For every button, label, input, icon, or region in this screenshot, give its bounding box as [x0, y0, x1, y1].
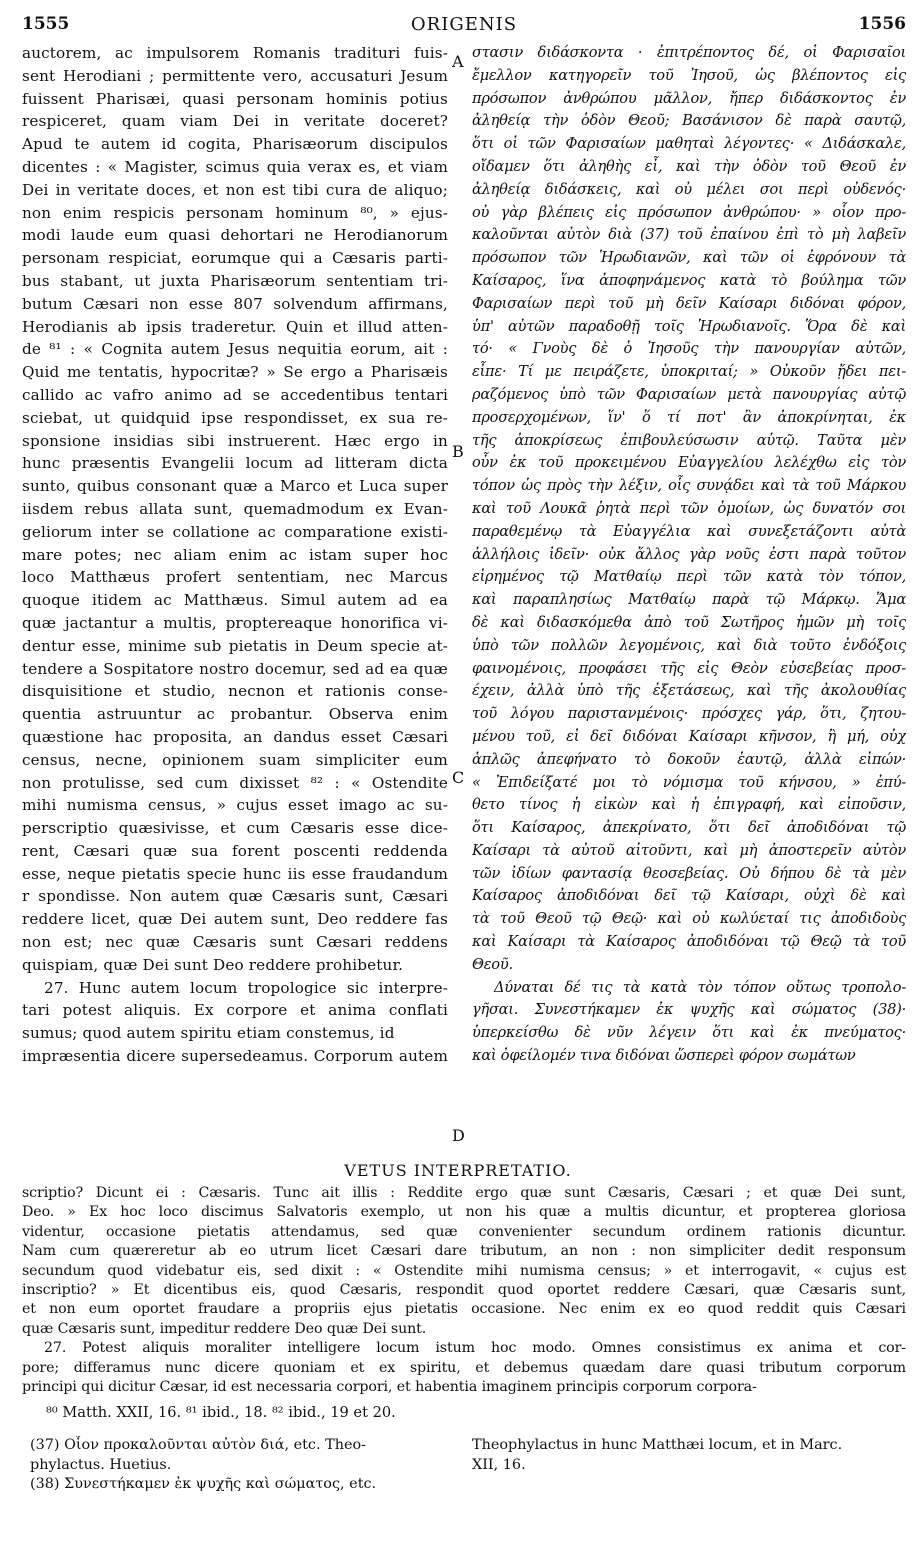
greek-line: προσερχομένων, ἵν' ὅ τί ποτ' ἂν ἀποκρίνηται, ἐκ: [472, 408, 906, 426]
greek-line: γῆσαι. Συνεστήκαμεν ἐκ ψυχῆς καὶ σώματος (38)·: [472, 1001, 906, 1019]
latin-line: sponsione insidias sibi instruerent. Hæc ergo in: [22, 431, 448, 450]
latin-line: auctorem, ac impulsorem Romanis tradituri fuis-: [22, 44, 448, 62]
greek-line: ἀληθείᾳ διδάσκεις, καὶ οὐ μέλει σοι περὶ οὐδενός·: [472, 180, 906, 198]
greek-line: καὶ τοῦ Λουκᾶ ῥητὰ περὶ τῶν ὁμοίων, ὡς δυνατόν σοι: [472, 499, 906, 517]
greek-line: φαινομένοις, προφάσει τῆς εἰς Θεὸν εὐσεβείας προσ-: [472, 659, 906, 677]
latin-line: 27. Hunc autem locum tropologice sic interpre-: [44, 978, 448, 997]
greek-column: [472, 42, 906, 1154]
footnotes-left: [30, 1436, 454, 1495]
footnote-line: phylactus. Huetius.: [30, 1456, 172, 1473]
latin-line: non enim respicis personam hominum ⁸⁰, » ejus-: [22, 203, 448, 222]
latin-line: tendere a Sospitatore nostro docemur, sed ad ea quæ: [22, 659, 448, 678]
footnotes-right: [472, 1436, 906, 1475]
greek-line: Θεοῦ.: [472, 955, 513, 973]
left-column-number: 1555: [22, 14, 70, 34]
latin-line: quispiam, quæ Dei sunt Deo reddere prohibetur.: [22, 955, 404, 974]
latin-line: r spondisse. Non autem quæ Cæsaris sunt, Cæsari: [22, 887, 448, 906]
latin-line: hunc præsentis Evangelii locum ad litteram dicta: [22, 454, 448, 473]
margin-marker-a: A: [452, 52, 464, 71]
page-header: [22, 14, 906, 40]
greek-line: Καίσαρος ἀποδιδόναι δεῖ τῷ Καίσαρι, οὐχὶ δὲ καὶ: [472, 887, 906, 905]
greek-line: πρόσωπον τῶν Ἡρωδιανῶν, καὶ τῶν οἱ ἐφρόνουν τὰ: [472, 249, 906, 267]
latin-line: rent, Cæsari quæ sua forent poscenti reddenda: [22, 841, 448, 860]
greek-line: εἶπε· Τί με πειράζετε, ὑποκριταί; » Οὐκοῦν ᾔδει πει-: [472, 363, 906, 381]
greek-line: « Ἐπιδείξατέ μοι τὸ νόμισμα τοῦ κήνσου, » ἐπύ-: [472, 773, 906, 791]
latin-line: Herodianis ab ipsis traderetur. Quin et illud atten-: [22, 317, 448, 336]
latin-line: sciebat, ut quidquid ipse respondisset, ex sua re-: [22, 408, 448, 427]
latin-line: non protulisse, sed cum dixisset ⁸² : « Ostendite: [22, 773, 448, 792]
running-title: ORIGENIS: [410, 14, 518, 35]
footnote-line: XII, 16.: [472, 1456, 526, 1473]
vetus-line: inscriptio? » Et dicentibus eis, quod Cæsaris, respondit quod oportet reddere Cæsari, quæ Cæsaris sunt,: [22, 1281, 906, 1298]
latin-line: sunto, quibus consonant quæ a Marco et Luca super: [22, 477, 448, 496]
latin-line: butum Cæsari non esse 807 solvendum affirmans,: [22, 294, 448, 313]
greek-line: Δύναται δέ τις τὰ κατὰ τὸν τόπον οὕτως τροπολο-: [494, 978, 906, 996]
latin-line: callido ac vafro animo ad se accedentibus tentari: [22, 385, 448, 404]
latin-line: fuissent Pharisæi, quasi personam hominis potius: [22, 89, 448, 108]
latin-line: de ⁸¹ : « Cognita autem Jesus nequitia eorum, ait :: [22, 340, 448, 359]
latin-line: Quid me tentatis, hypocritæ? » Se ergo a Pharisæis: [22, 363, 448, 382]
latin-line: census, necne, opinionem suam simpliciter eum: [22, 750, 448, 769]
greek-line: οὐ γὰρ βλέπεις εἰς πρόσωπον ἀνθρώπου· » οἷον προ-: [472, 203, 906, 221]
latin-line: Apud te autem id cogita, Pharisæorum discipulos: [22, 135, 448, 154]
greek-line: Φαρισαίων περὶ τοῦ μὴ δεῖν Καίσαρι διδόναι φόρον,: [472, 294, 906, 312]
footnote-line: (38) Συνεστήκαμεν ἐκ ψυχῆς καὶ σώματος, etc.: [30, 1476, 377, 1493]
greek-line: έχειν, ἀλλὰ ὑπὸ τῆς ἐξετάσεως, καὶ τῆς ἀκολουθίας: [472, 682, 906, 700]
scripture-references: ⁸⁰ Matth. XXII, 16. ⁸¹ ibid., 18. ⁸² ibid., 19 et 20.: [46, 1404, 396, 1421]
latin-line: quentia astruuntur ac probantur. Observa enim: [22, 705, 448, 724]
greek-line: οὖν ἐκ τοῦ προκειμένου Εὐαγγελίου λελέχθω εἰς τὸν: [472, 454, 906, 472]
greek-line: μένου τοῦ, εἰ δεῖ διδόναι Καίσαρι κῆνσον, ἢ μή, οὐχ: [472, 727, 906, 745]
latin-line: mihi numisma census, » cujus esset imago ac su-: [22, 796, 448, 815]
footnote-line: Theophylactus in hunc Matthæi locum, et in Marc.: [472, 1437, 843, 1453]
latin-line: iisdem rebus allata sunt, quemadmodum ex Evan-: [22, 499, 448, 518]
latin-line: impræsentia dicere supersedeamus. Corporum autem: [22, 1047, 448, 1066]
latin-line: respiceret, quam viam Dei in veritate doceret?: [22, 112, 448, 131]
greek-line: Καίσαρος, ἵνα ἀποφηνάμενος κατὰ τὸ βούλημα τῶν: [472, 271, 906, 289]
greek-line: ἀληθείᾳ τὴν ὁδὸν Θεοῦ; Βασάνισον δὲ παρὰ σαυτῷ,: [472, 112, 906, 130]
latin-line: personam respiciat, eorumque qui a Cæsaris parti-: [22, 249, 448, 268]
greek-line: οἴδαμεν ὅτι ἀληθὴς εἶ, καὶ τὴν ὁδὸν τοῦ Θεοῦ ἐν: [472, 157, 906, 175]
right-column-number: 1556: [858, 14, 906, 34]
latin-line: geliorum inter se collatione ac comparatione existi-: [22, 522, 448, 541]
latin-line: non est; nec quæ Cæsaris sunt Cæsari reddens: [22, 933, 448, 952]
greek-line: ραζόμενος ὑπὸ τῶν Φαρισαίων μετὰ πανουργίας αὐτῷ: [472, 385, 906, 403]
latin-line: dentur esse, minime sub pietatis in Deum specie at-: [22, 636, 448, 655]
vetus-line: Deo. » Ex hoc loco discimus Salvatoris exemplo, ut non his quæ a multis dicuntur, et propterea gloriosa: [22, 1204, 906, 1221]
vetus-line: videntur, occasione pietatis attendamus, sed quæ convenienter secundum ordinem rationis dicuntur.: [22, 1223, 906, 1240]
greek-line: στασιν διδάσκοντα · ἐπιτρέποντος δέ, οἱ Φαρισαῖοι: [472, 44, 906, 61]
vetus-line: et non eum oportet fraudare a propriis ejus pietatis occasione. Nec enim ex eo quod reddit quis Cæsari: [22, 1301, 906, 1318]
vetus-interpretatio-title: VETUS INTERPRETATIO.: [344, 1161, 572, 1180]
margin-marker-d: D: [452, 1126, 465, 1145]
greek-line: ἁπλῶς ἀπεφήνατο τὸ δοκοῦν ἑαυτῷ, ἀλλὰ εἰπών·: [472, 750, 906, 768]
latin-line: tari potest aliquis. Ex corpore et anima conflati: [22, 1001, 448, 1020]
greek-line: Καίσαρι τὰ αὐτοῦ αἰτοῦντι, καὶ μὴ ἀποστερεῖν αὐτὸν: [472, 841, 906, 859]
latin-line: quæ jactantur a multis, proptereaque honorifica vi-: [22, 613, 448, 632]
vetus-line: quæ Cæsaris sunt, impeditur reddere Deo quæ Dei sunt.: [22, 1320, 427, 1337]
greek-line: δὲ καὶ διδασκόμεθα ἀπὸ τοῦ Σωτῆρος ἡμῶν μὴ τοῖς: [472, 613, 906, 631]
latin-line: bus stabant, ut juxta Pharisæorum sententiam tri-: [22, 271, 448, 290]
vetus-line: Nam cum quæreretur ab eo utrum licet Cæsari dare tributum, an non : non simpliciter dedit responsum: [22, 1243, 906, 1260]
vetus-line: principi qui dicitur Cæsar, id est necessaria corpori, et habentia imaginem principis corporum corpora-: [22, 1378, 757, 1395]
latin-line: quæstione hac proposita, an dandus esset Cæsari: [22, 727, 448, 746]
greek-line: τὰ τοῦ Θεοῦ τῷ Θεῷ· καὶ οὐ κωλύεταί τις ἀποδιδοὺς: [472, 910, 906, 928]
greek-line: τοῦ λόγου παριστανμένοις· πρόσχες γάρ, ὅτι, ζητου-: [472, 705, 906, 723]
greek-line: τῶν ἰδίων φαντασίᾳ θεοσεβείας. Οὐ δήπου δὲ τὰ μὲν: [472, 864, 906, 882]
greek-line: παραθεμένῳ τὰ Εὐαγγέλια καὶ συνεξετάζοντι αὐτὰ: [472, 522, 906, 540]
greek-line: θετο τίνος ἡ εἰκὼν καὶ ἡ ἐπιγραφή, καὶ εἰποῦσιν,: [472, 796, 906, 814]
latin-line: esse, neque pietatis specie hunc iis esse fraudandum: [22, 864, 448, 883]
margin-marker-c: C: [452, 768, 465, 787]
greek-line: ὑπ' αὐτῶν παραδοθῇ τοῖς Ἡρωδιανοῖς. Ὅρα δὲ καὶ: [472, 317, 906, 335]
greek-line: πρόσωπον ἀνθρώπου μᾶλλον, ἤπερ διδάσκοντος ἐν: [472, 89, 906, 107]
latin-line: mare potes; nec aliam enim ac istam super hoc: [22, 545, 448, 564]
greek-line: τό· « Γνοὺς δὲ ὁ Ἰησοῦς τὴν πανουργίαν αὐτῶν,: [472, 340, 906, 358]
latin-line: dicentes : « Magister, scimus quia verax es, et viam: [22, 157, 448, 176]
vetus-line: secundum quod videbatur eis, sed dixit : « Ostendite mihi numisma census; » et interrogavit, « cujus est: [22, 1262, 906, 1279]
greek-line: ἀλλήλοις ἰδεῖν· οὐκ ἄλλος γὰρ νοῦς ἐστι παρὰ τοῦτον: [472, 545, 906, 563]
greek-line: καὶ ὀφείλομέν τινα διδόναι ὥσπερεὶ φόρον σωμάτων: [472, 1047, 856, 1065]
vetus-interpretatio-text: [22, 1184, 906, 1397]
greek-line: καὶ παραπλησίως Ματθαίῳ παρὰ τῷ Μάρκῳ. Ἅμα: [472, 591, 906, 609]
vetus-line: pore; differamus nunc dicere quoniam et ex spiritu, et debemus quædam dare quasi tributum corporum: [22, 1359, 906, 1376]
greek-line: ὅτι Καίσαρος, ἀπεκρίνατο, ὅτι δεῖ ἀποδιδόναι τῷ: [472, 819, 906, 837]
footnote-line: (37) Οἷον προκαλοῦνται αὐτὸν διά, etc. Theo-: [30, 1437, 367, 1453]
latin-line: sumus; quod autem spiritu etiam constemus, id: [22, 1024, 395, 1043]
latin-line: sent Herodiani ; permittente vero, accusaturi Jesum: [22, 66, 448, 85]
latin-column: [22, 42, 448, 1154]
greek-line: καὶ Καίσαρι τὰ Καίσαρος ἀποδιδόναι τῷ Θεῷ τὰ τοῦ: [472, 933, 906, 951]
greek-line: τόπον ὡς πρὸς τὴν λέξιν, οἷς συνᾴδει καὶ τὰ τοῦ Μάρκου: [472, 477, 906, 495]
latin-line: perscriptio quæsivisse, et cum Cæsaris esse dice-: [22, 819, 448, 838]
greek-line: ὅτι οἱ τῶν Φαρισαίων μαθηταὶ λέγοντες· « Διδάσκαλε,: [472, 135, 906, 153]
latin-line: disquisitione et studio, necnon et rationis conse-: [22, 682, 448, 701]
greek-line: ἔμελλον κατηγορεῖν τοῦ Ἰησοῦ, ὡς βλέποντος εἰς: [472, 66, 906, 84]
greek-line: καλοῦνται αὐτὸν διὰ (37) τοῦ ἐπαίνου ἐπὶ τὸ μὴ λαβεῖν: [472, 226, 906, 244]
latin-line: Dei in veritate doces, et non est tibi cura de aliquo;: [22, 180, 448, 199]
greek-line: ὑπερκείσθω δὲ νῦν λέγειν ὅτι καὶ ἐκ πνεύματος·: [472, 1024, 906, 1042]
margin-marker-b: B: [452, 442, 464, 461]
greek-line: εἰρημένος τῷ Ματθαίῳ περὶ τῶν κατὰ τὸν τόπον,: [472, 568, 906, 586]
vetus-line: scriptio? Dicunt ei : Cæsaris. Tunc ait illis : Reddite ergo quæ sunt Cæsaris, Cæsari ; et quæ Dei sunt,: [22, 1185, 906, 1201]
latin-line: reddere licet, quæ Dei autem sunt, Deo reddere fas: [22, 910, 448, 929]
latin-line: modi laude eum quasi dehortari ne Herodianorum: [22, 226, 448, 245]
greek-line: ὑπὸ τῶν πολλῶν λεγομένοις, καὶ διὰ τοῦτο ἐνδόξοις: [472, 636, 906, 654]
latin-line: quoque itidem ac Matthæus. Simul autem ad ea: [22, 591, 448, 610]
vetus-line: 27. Potest aliquis moraliter intelligere locum istum hoc modo. Omnes consistimus ex anima et cor-: [44, 1340, 906, 1357]
latin-line: loco Matthæus profert sententiam, nec Marcus: [22, 568, 448, 587]
greek-line: τῆς ἀποκρίσεως ἐπιβουλεύσωσιν αὐτῷ. Ταῦτα μὲν: [472, 431, 906, 449]
